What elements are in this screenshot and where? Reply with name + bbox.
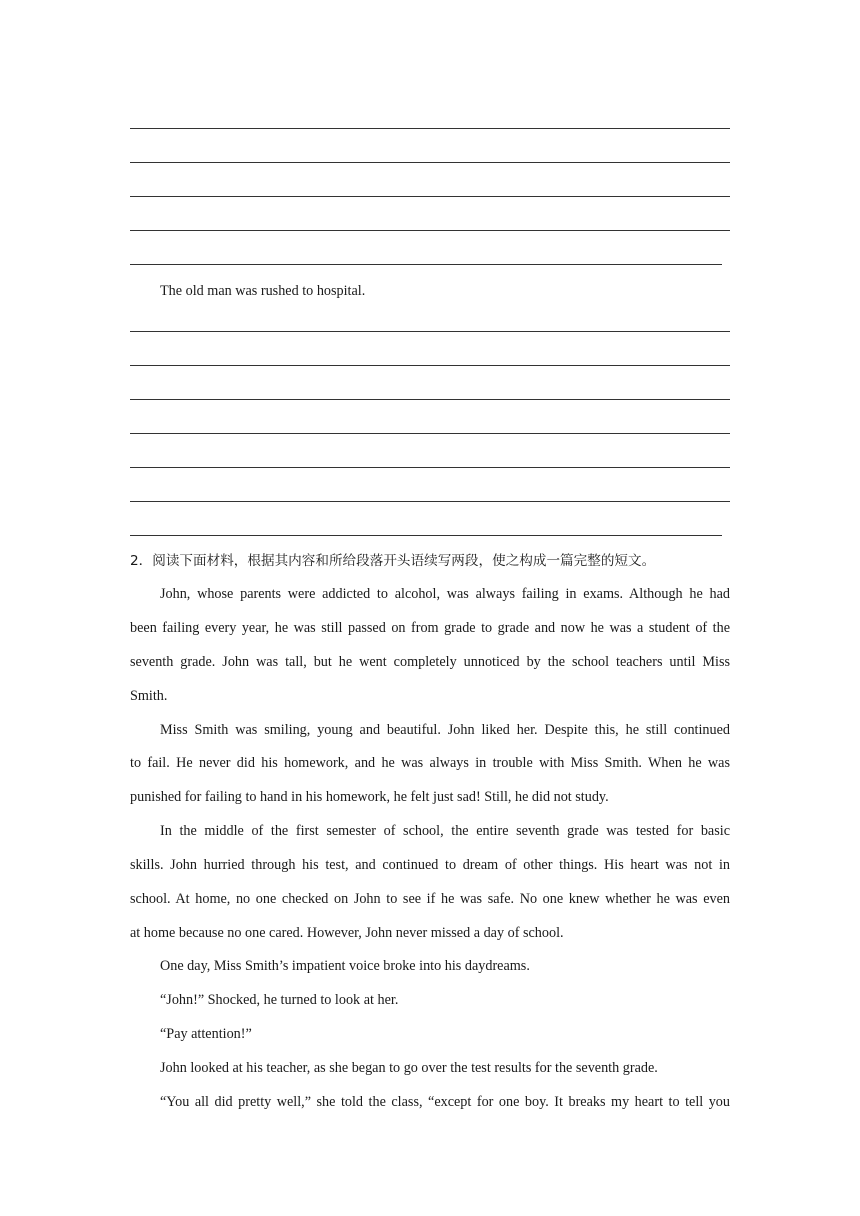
question-instruction: 2．阅读下面材料，根据其内容和所给段落开头语续写两段，使之构成一篇完整的短文。	[130, 553, 656, 569]
passage-line: “Pay attention!”	[160, 1026, 252, 1042]
passage-line: In the middle of the first semester of school, the entire seventh grade was tested for basic	[160, 823, 730, 839]
passage-line: John looked at his teacher, as she began to go over the test results for the seventh grade.	[160, 1060, 658, 1076]
answer-line	[130, 399, 730, 400]
answer-line	[130, 433, 730, 434]
answer-line	[130, 331, 730, 332]
answer-line	[130, 230, 730, 231]
passage-line: Miss Smith was smiling, young and beautiful. John liked her. Despite this, he still continued	[160, 722, 730, 738]
passage-line: to fail. He never did his homework, and he was always in trouble with Miss Smith. When he was	[130, 755, 730, 771]
answer-line	[130, 535, 722, 536]
passage-line: skills. John hurried through his test, and continued to dream of other things. His heart was not in	[130, 857, 730, 873]
paragraph-prompt: The old man was rushed to hospital.	[160, 283, 366, 299]
passage-line: seventh grade. John was tall, but he went completely unnoticed by the school teachers until Miss	[130, 654, 730, 670]
passage-line: Smith.	[130, 688, 168, 704]
answer-line	[130, 128, 730, 129]
answer-line	[130, 467, 730, 468]
answer-line	[130, 162, 730, 163]
passage-line: at home because no one cared. However, John never missed a day of school.	[130, 925, 564, 941]
answer-line	[130, 264, 722, 265]
passage-line: been failing every year, he was still passed on from grade to grade and now he was a student of the	[130, 620, 730, 636]
passage-line: John, whose parents were addicted to alcohol, was always failing in exams. Although he had	[160, 586, 730, 602]
passage-line: school. At home, no one checked on John to see if he was safe. No one knew whether he was even	[130, 891, 730, 907]
passage-line: punished for failing to hand in his homework, he felt just sad! Still, he did not study.	[130, 789, 609, 805]
answer-line	[130, 196, 730, 197]
passage-line: One day, Miss Smith’s impatient voice broke into his daydreams.	[160, 958, 530, 974]
answer-line	[130, 365, 730, 366]
passage-line: “John!” Shocked, he turned to look at her.	[160, 992, 399, 1008]
passage-line: “You all did pretty well,” she told the class, “except for one boy. It breaks my heart to tell you	[160, 1094, 730, 1110]
answer-line	[130, 501, 730, 502]
